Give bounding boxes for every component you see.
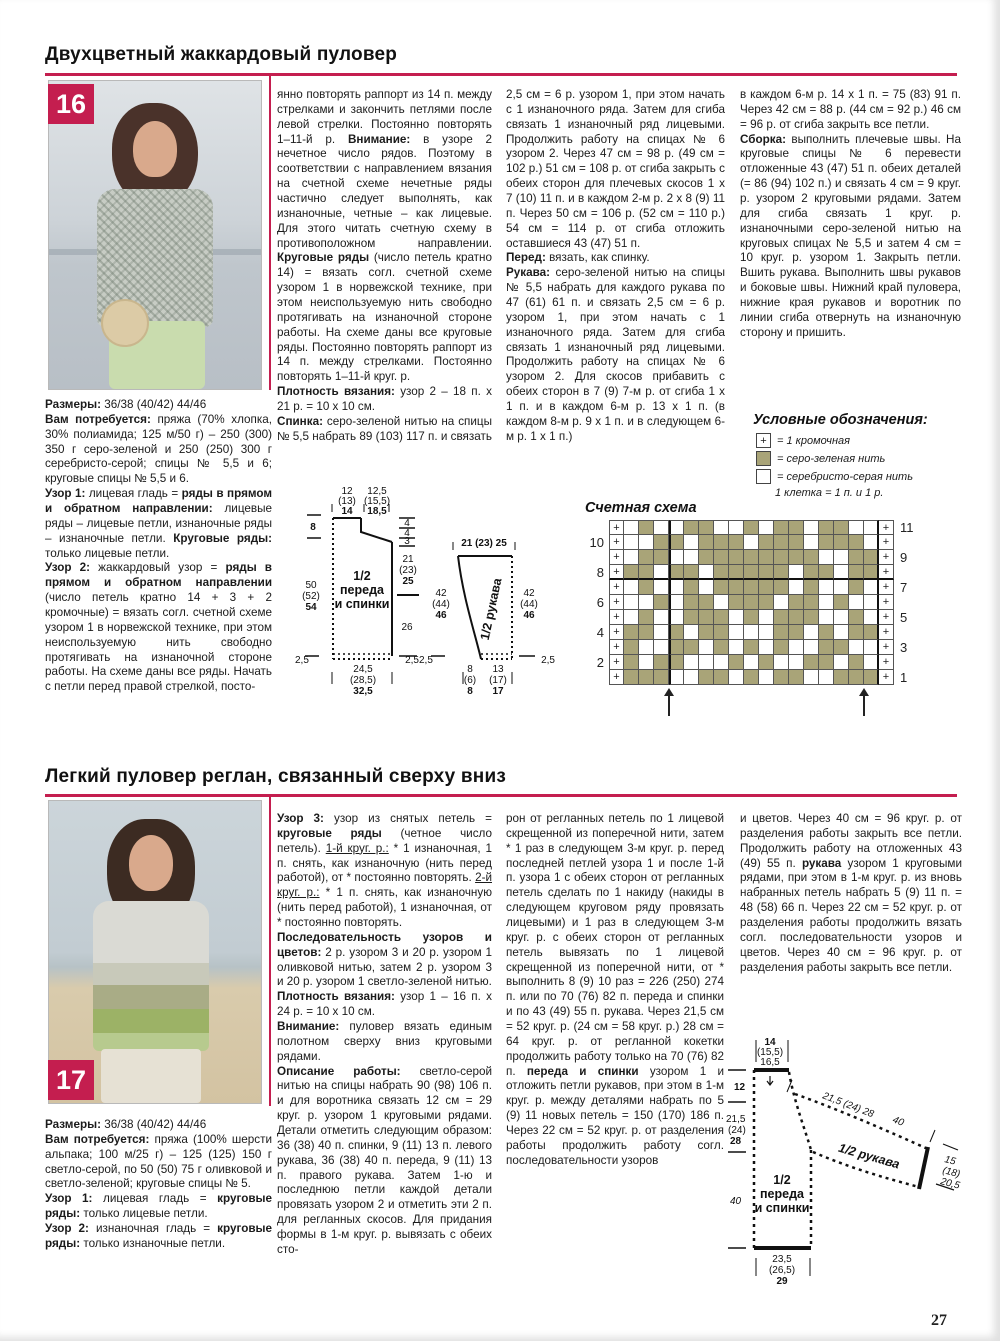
svg-text:8: 8 bbox=[467, 664, 473, 675]
svg-text:1/2 рукава: 1/2 рукава bbox=[836, 1140, 902, 1172]
svg-text:2,5: 2,5 bbox=[419, 655, 433, 666]
legend-item-olive-yarn bbox=[756, 451, 961, 466]
article1-col4-text: в каждом 6-м р. 14 х 1 п. = 75 (83) 91 п. Через 42 см = 88 р. (44 см = 92 р.) 46 см = 96 р. от сгиба закрыть все петли. Сборка: выполнить плечевые швы. На круговые спицы № 6 перевести отложенные 43 (47) 51 п. обеих деталей (= 86 (94) 102 п.) и связать 4 см = 9 круг. р. узором 2 круговыми рядами. Затем для сгиба связать 1 круг. р. изнаночными серо-зеленой нитью на круговых спицах № 5,5 и затем 4 см = 10 круг. р. узором 1. Закрыть петли. Вшить рукава. Выполнить швы рукавов и боковые швы. Нижний край пуловера, нижние края рукавов и воротник по линии сгиба отвернуть на изнаночную сторону и пришить. bbox=[740, 88, 961, 339]
svg-text:(13): (13) bbox=[338, 496, 356, 507]
legend bbox=[756, 433, 961, 499]
chart-title: Счетная схема bbox=[585, 500, 697, 516]
legend-item-text: = 1 кромочная bbox=[777, 434, 850, 447]
legend-title: Условные обозначения: bbox=[753, 412, 928, 428]
article2-photo-divider bbox=[269, 794, 271, 1106]
svg-text:(26,5): (26,5) bbox=[768, 1265, 796, 1276]
svg-text:(28,5): (28,5) bbox=[349, 675, 377, 686]
svg-text:16,5: 16,5 bbox=[760, 1057, 780, 1068]
legend-item-text: = серебристо-серая нить bbox=[777, 470, 913, 483]
svg-text:8: 8 bbox=[310, 522, 316, 533]
svg-text:2,5: 2,5 bbox=[405, 655, 419, 666]
svg-text:40: 40 bbox=[890, 1114, 906, 1129]
svg-text:(15,5): (15,5) bbox=[756, 1047, 784, 1058]
svg-text:24,5: 24,5 bbox=[353, 664, 373, 675]
article1-number-badge: 16 bbox=[48, 84, 94, 124]
article2-col1-text: Размеры: 36/38 (40/42) 44/46 Вам потребуется: пряжа (100% шерсти альпака; 100 м/25 г) – 125 (125) 150 г светло-серой, по 50 (50) 75 г оливковой и светло-зеленой; круговые спицы № 5. Узор 1: лицевая гладь = круговые ряды: только лицевые петли. Узор 2: изнаночная гладь = круговые ряды: только изнаночные петли. bbox=[45, 1118, 272, 1250]
schematic-raglan bbox=[700, 1032, 985, 1307]
article2-title-rule bbox=[45, 794, 957, 797]
photo1-handbag bbox=[101, 299, 149, 347]
legend-note: 1 клетка = 1 п. и 1 р. bbox=[775, 487, 884, 499]
svg-text:21,5: 21,5 bbox=[726, 1114, 746, 1125]
svg-text:28: 28 bbox=[730, 1136, 742, 1147]
svg-text:46: 46 bbox=[523, 610, 535, 621]
svg-text:14: 14 bbox=[764, 1037, 776, 1048]
svg-text:переда: переда bbox=[340, 583, 384, 597]
svg-text:54: 54 bbox=[305, 602, 317, 613]
repeat-arrow-left-stem bbox=[863, 694, 865, 716]
article1-col3-text: 2,5 см = 6 р. узором 1, при этом начать с 1 изнаночного ряда. Затем для сгиба связать 1 изнаночный ряд лицевыми. Продолжить работу на спицах № 6 узором 2. Через 47 см = 98 р. (49 см = 102 р.) 51 см = 108 р. от сгиба закрыть с обеих сторон для плечевых скосов 1 х 7 (10) 11 п. и в каждом 2-м р. 2 х 8 (9) 11 п. Через 50 см = 106 р. (52 см = 110 р.) 54 см = 114 р. от сгиба отложить оставшиеся 43 (47) 51 п. Перед: вязать, как спинку. Рукава: серо-зеленой нитью на спицы № 5,5 набрать для каждого рукава по 47 (61) 61 п. и связать 2,5 см = 6 р. узором 1, при этом начать с 1 изнаночного ряда. Затем для сгиба связать 1 изнаночный ряд лицевыми. Продолжить работу на спицах № 6 узором 2. Для скосов прибавить с обеих сторон в 7 (9) 7-м р. от сгиба 1 х 1 п. и в каждом 6-м р. 13 х 1 п. (в каждом 8-м р. 9 х 1 п. и в следующем 6-м р. 1 х 1 п.) bbox=[506, 88, 725, 443]
article1-col1-text: Размеры: 36/38 (40/42) 44/46 Вам потребуется: пряжа (70% хлопка, 30% полиамида; 125 м/50 г) – 250 (300) 350 г серо-зеленой и 250 (250) 300 г серебристо-серой; спицы № 5,5 и 6; круговые спицы № 5,5 и 6. Узор 1: лицевая гладь = ряды в прямом и обратном направлении: лицевые ряды – лицевые петли, изнаночные ряды – изнаночные петли. Круговые ряды: только лицевые петли. Узор 2: жаккардовый узор = ряды в прямом и обратном направлении (число петель кратно 14 + 3 + 2 кромочные) = вязать согл. счетной схеме узором 1 в норвежской технике, при этом неиспользуемую нить свободно протягивать на изнаночной стороне работы. На схеме даны все ряды. Начать с петли перед правой стрелкой, посто- bbox=[45, 398, 273, 694]
svg-text:(6): (6) bbox=[463, 675, 477, 686]
svg-text:(52): (52) bbox=[302, 591, 320, 602]
svg-text:2,5: 2,5 bbox=[295, 655, 309, 666]
svg-text:42: 42 bbox=[523, 588, 535, 599]
svg-text:(23): (23) bbox=[399, 565, 417, 576]
svg-text:26: 26 bbox=[401, 622, 413, 633]
svg-text:8: 8 bbox=[467, 686, 473, 697]
photo2-pants bbox=[101, 1049, 201, 1103]
svg-text:12: 12 bbox=[341, 486, 353, 497]
svg-text:21: 21 bbox=[402, 554, 414, 565]
plus-box-icon: + bbox=[756, 433, 771, 448]
article2-col3-text: рон от регланных петель по 1 лицевой скрещенной из поперечной нити, затем * 1 раз в следующем 3-м круг. р. перед последней петлей узора 1 и после 1-й п. узора 1 с обеих сторон от регланных петель сделать по 1 накиду (накиды в следующем круговом ряду провязать лицевыми) и 1 раз в следующем 3-м круг. р. с обеих сторон от регланных петель вывязать по 1 лицевой скрещенной из поперечной нити, от * выполнить 8 (9) 10 раз = 226 (250) 274 п. или по 70 (76) 82 п. переда и спинки и по 43 (49) 55 п. рукава. Через 21,5 см = 52 круг. р. (24 см = 58 круг. р.) 28 см = 64 круг. р. от регланной кокетки продолжить работу только на 70 (76) 82 п. переда и спинки узором 1 и отложить петли рукавов, при этом в 1-м круг. р. между деталями набрать по 5 (9) 11 новых петель = 150 (170) 186 п. Через 22 см = 52 круг. р. от разделения работы продолжить работу согл. последовательности узоров bbox=[506, 812, 724, 1167]
article1-col2-text: янно повторять раппорт из 14 п. между стрелками и закончить петлями после левой стрелки. Постоянно повторять 1–11-й р. Внимание: в узоре 2 нечетное число рядов. Поэтому в соответствии с направлением вязания на счетной схеме нечетные ряды частично следует выполнять, как изнаночные, четные – как лицевые. Для этого читать счетную схему в противоположном направлении. Круговые ряды (число петель кратно 14) = вязать согл. счетной схеме узором 1 в норвежской технике, при этом неиспользуемую нить свободно протягивать на изнаночной стороне работы. На схеме даны все круговые ряды. Постоянно повторять раппорт из 14 п. между стрелками. Постоянно повторять 1–11-й круг. р. Плотность вязания: узор 2 – 18 п. х 21 р. = 10 х 10 см. Спинка: серо-зеленой нитью на спицы № 5,5 набрать 89 (103) 117 п. и связать bbox=[277, 88, 493, 443]
svg-text:(15,5): (15,5) bbox=[363, 496, 391, 507]
svg-text:21 (23) 25: 21 (23) 25 bbox=[461, 538, 507, 549]
svg-text:17: 17 bbox=[492, 686, 504, 697]
article2-number-badge: 17 bbox=[48, 1060, 94, 1100]
legend-item-grey-yarn bbox=[756, 469, 961, 484]
svg-text:и спинки: и спинки bbox=[334, 597, 390, 611]
photo2-striped-sweater bbox=[93, 901, 209, 1051]
svg-text:25: 25 bbox=[402, 576, 414, 587]
article1-model-photo bbox=[48, 80, 262, 390]
svg-text:2,5: 2,5 bbox=[541, 655, 555, 666]
svg-text:1/2: 1/2 bbox=[353, 569, 371, 583]
svg-text:40: 40 bbox=[730, 1196, 742, 1207]
svg-text:1/2 рукава: 1/2 рукава bbox=[477, 576, 505, 642]
photo2-face bbox=[129, 835, 173, 891]
svg-text:(17): (17) bbox=[489, 675, 507, 686]
photo1-face bbox=[133, 121, 177, 177]
svg-text:23,5: 23,5 bbox=[772, 1254, 792, 1265]
svg-text:42: 42 bbox=[435, 588, 447, 599]
svg-text:1/2: 1/2 bbox=[773, 1173, 791, 1187]
article2-title: Легкий пуловер реглан, связанный сверху вниз bbox=[45, 766, 506, 787]
article1-title: Двухцветный жаккардовый пуловер bbox=[45, 44, 398, 65]
svg-text:(18): (18) bbox=[941, 1165, 962, 1181]
svg-text:14: 14 bbox=[341, 506, 353, 517]
svg-text:12,5: 12,5 bbox=[367, 486, 387, 497]
svg-text:20,5: 20,5 bbox=[939, 1176, 961, 1192]
article2-col2-text: Узор 3: узор из снятых петель = круговые ряды (четное число петель). 1-й круг. р.: * 1 изнаночная, 1 п. снять, как изнаночную (нить перед работой), от * постоянно повторять. 2-й круг. р.: * 1 п. снять, как изнаночную (нить перед работой), 1 изнаночная, от * постоянно повторять. Последовательность узоров и цветов: 2 р. узором 3 и 20 р. узором 1 оливковой нитью, затем 2 р. узором 3 и 20 р. узором 1 светло-зеленой нитью. Плотность вязания: узор 1 – 16 п. х 24 р. = 10 х 10 см. Внимание: пуловер вязать единым полотном сверху вниз круговыми рядами. Описание работы: светло-серой нитью на спицы набрать 90 (98) 106 п. и для воротника связать 12 см = 29 круг. р. узором 1 круговыми рядами. Детали отметить следующим образом: 36 (38) 40 п. спинки, 9 (11) 13 п. левого рукава, 36 (38) 40 п. переда, 9 (11) 13 п. правого рукава. Затем 1-ю и последнюю петли каждой детали провязать узором 2 и отметить эти 2 п. для регланных скосов. Для придания формы в 1-м круг. р. вывязать с обеих сто- bbox=[277, 812, 493, 1256]
svg-text:13: 13 bbox=[492, 664, 504, 675]
schematic-body-and-sleeve bbox=[285, 478, 585, 706]
olive-box-icon bbox=[756, 451, 771, 466]
svg-text:32,5: 32,5 bbox=[353, 686, 373, 697]
article1-title-rule bbox=[45, 73, 957, 76]
svg-text:12: 12 bbox=[734, 1082, 746, 1093]
svg-text:4: 4 bbox=[404, 528, 410, 539]
article1-photo-divider bbox=[269, 73, 271, 390]
svg-text:21,5 (24) 28: 21,5 (24) 28 bbox=[820, 1090, 876, 1121]
svg-text:46: 46 bbox=[435, 610, 447, 621]
article2-model-photo bbox=[48, 800, 262, 1104]
svg-text:(44): (44) bbox=[432, 599, 450, 610]
jacquard-chart-grid: + + 11 10 + + + + 9 8 + + + + 7 6 + + + + 5 4 + + + + 3 2 + + + + 1 bbox=[589, 520, 914, 685]
svg-text:(44): (44) bbox=[520, 599, 538, 610]
svg-text:29: 29 bbox=[776, 1276, 788, 1287]
page-number: 27 bbox=[931, 1312, 947, 1329]
svg-text:(24): (24) bbox=[728, 1125, 746, 1136]
legend-item-text: = серо-зеленая нить bbox=[777, 452, 886, 465]
svg-text:3: 3 bbox=[404, 536, 410, 547]
article2-col4-text: и цветов. Через 40 см = 96 круг. р. от разделения работы закрыть все петли. Продолжить работу на отложенных 43 (49) 55 п. рукава узором 1 круговыми рядами, при этом в 1-м круг. р. из вновь набранных петель набрать 5 (9) 11 п. = 48 (58) 66 п. Через 22 см = 52 круг. р. от разделения работы продолжить вязать согл. последовательности узоров и цветов. Через 40 см = 96 круг. р. от разделения работы закрыть все петли. bbox=[740, 812, 962, 974]
repeat-arrow-right-stem bbox=[668, 694, 670, 716]
svg-text:18,5: 18,5 bbox=[367, 506, 387, 517]
legend-item-selvedge bbox=[756, 433, 961, 448]
svg-text:4: 4 bbox=[404, 518, 410, 529]
white-box-icon bbox=[756, 469, 771, 484]
svg-text:и спинки: и спинки bbox=[754, 1201, 810, 1215]
svg-text:переда: переда bbox=[760, 1187, 804, 1201]
svg-text:15: 15 bbox=[943, 1154, 957, 1168]
svg-text:50: 50 bbox=[305, 580, 317, 591]
